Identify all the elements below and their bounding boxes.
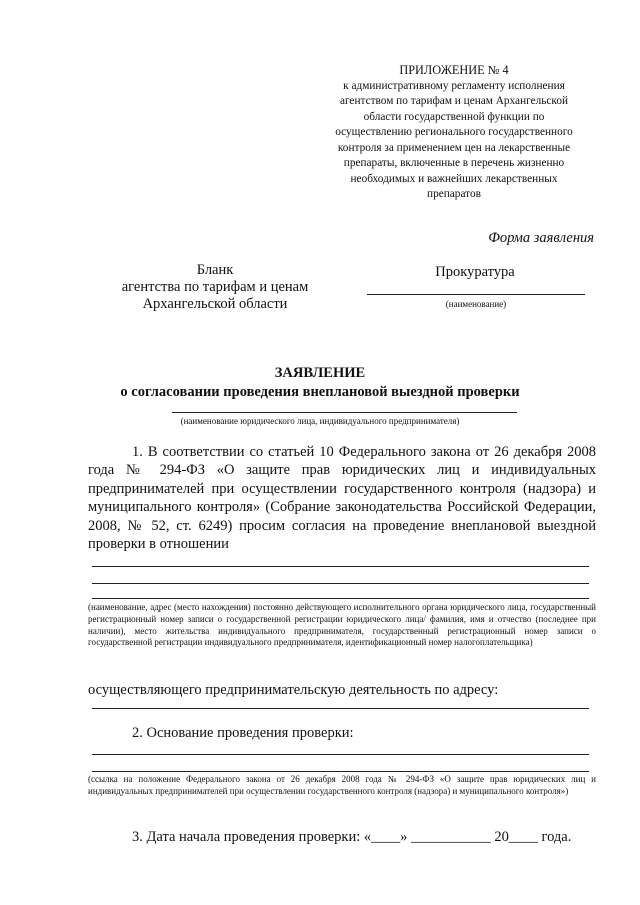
section-2-note: (ссылка на положение Федерального закона от 26 декабря 2008 года № 294-ФЗ «О защите прав юридических лиц и индивидуальных предпринимателей при осуществлении государственного контроля (надзора) и муниципального контроля») xyxy=(88,774,596,796)
sender-block xyxy=(100,262,330,313)
appendix-line: необходимых и важнейших лекарственных xyxy=(350,172,558,185)
appendix-line: агентством по тарифам и ценам Архангельской xyxy=(339,95,569,107)
document-subtitle: о согласовании проведения внеплановой выездной проверки xyxy=(120,384,520,400)
section-1-field-line[interactable] xyxy=(92,566,589,567)
section-1-field-line[interactable] xyxy=(92,583,589,584)
basis-field-line[interactable] xyxy=(92,754,589,755)
appendix-line: контроля за применением цен на лекарственные xyxy=(337,141,571,154)
section-1-note: (наименование, адрес (место нахождения) постоянно действующего исполнительного органа юридического лица, государственный регистрационный номер записи о государственной регистрации юридического лица/ фамилия, имя и отчество (последнее при наличии), место жительства индивидуального предпринимателя, государственный регистрационный номер записи о государственной регистрации индивидуального предпринимателя, идентификационный номер налогоплательщика) xyxy=(88,602,596,648)
form-label: Форма заявления xyxy=(488,230,594,246)
recipient-caption: (наименование) xyxy=(445,299,507,309)
section-3-text: 3. Дата начала проведения проверки: «____» ___________ 20____ года. xyxy=(132,829,572,845)
address-field-line[interactable] xyxy=(92,708,589,709)
entity-name-field[interactable] xyxy=(172,412,517,413)
appendix-title: ПРИЛОЖЕНИЕ № 4 xyxy=(399,63,509,77)
recipient-name-field[interactable] xyxy=(367,294,585,295)
section-1-text: 1. В соответствии со статьей 10 Федерального закона от 26 декабря 2008 года № 294-ФЗ «О защите прав юридических лиц и индивидуальных предпринимателей при осуществлении государственного контроля (надзора) и муниципального контроля» (Собрание законодательства Российской Федерации, 2008, № 52, ст. 6249) просим согласия на проведение внеплановой выездной проверки в отношении xyxy=(88,444,596,553)
section-1-field-line[interactable] xyxy=(92,598,589,599)
appendix-line: препараты, включенные в перечень жизненно xyxy=(343,157,565,169)
appendix-line: осуществлению регионального государственного xyxy=(335,126,573,138)
recipient-title: Прокуратура xyxy=(435,264,515,280)
section-2-text: 2. Основание проведения проверки: xyxy=(132,725,354,741)
sender-line: Бланк xyxy=(196,262,234,278)
basis-field-line[interactable] xyxy=(92,771,589,772)
appendix-header xyxy=(305,63,603,203)
entity-caption: (наименование юридического лица, индивидуального предпринимателя) xyxy=(180,416,460,426)
appendix-line: области государственной функции по xyxy=(363,110,545,123)
sender-line: Архангельской области xyxy=(142,296,288,312)
document-title: ЗАЯВЛЕНИЕ xyxy=(274,365,366,381)
appendix-line: препаратов xyxy=(427,188,481,200)
sender-line: агентства по тарифам и ценам xyxy=(121,279,309,295)
address-text: осуществляющего предпринимательскую деятельность по адресу: xyxy=(88,682,499,698)
appendix-line: к административному регламенту исполнения xyxy=(343,79,565,92)
